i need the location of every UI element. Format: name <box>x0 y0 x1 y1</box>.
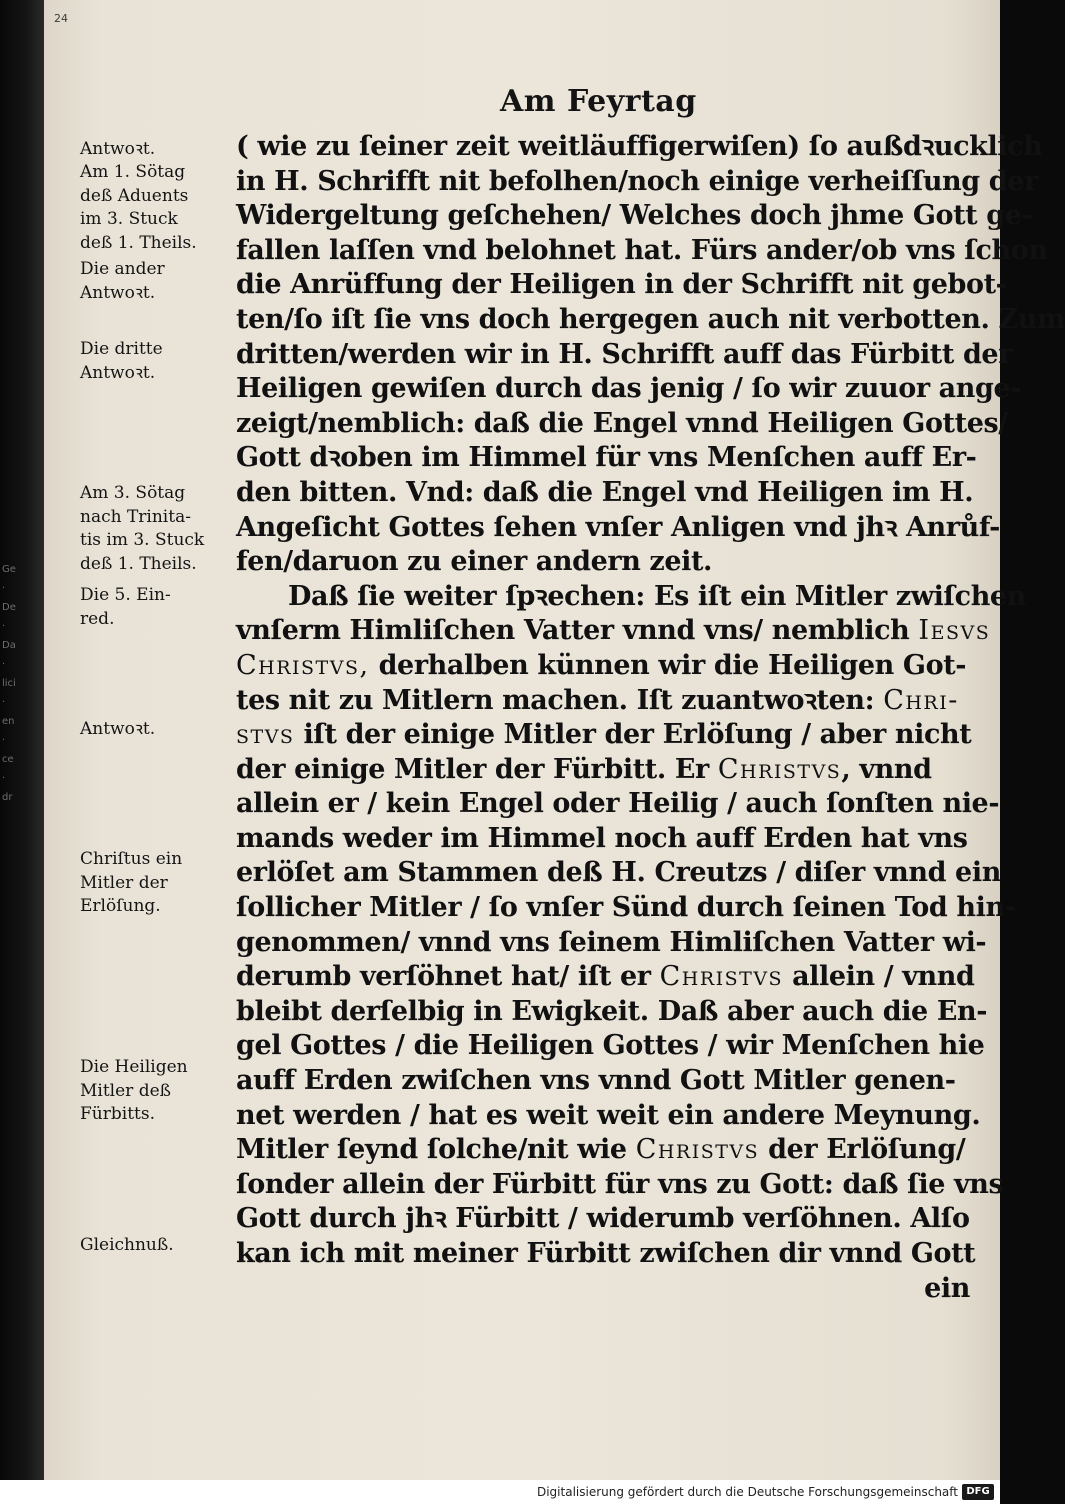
funding-credit: Digitalisierung gefördert durch die Deutsche Forschungsgemeinschaft <box>536 1485 958 1499</box>
text-line: die Anrüffung der Heiligen in der Schrifft nit gebot- <box>236 269 1007 301</box>
name-christus: Christvs, <box>236 649 370 681</box>
text-line <box>236 718 970 753</box>
margin-note-line: Die dritte <box>80 339 163 359</box>
margin-note-line: Gleichnuß. <box>80 1235 174 1255</box>
text-line: genommen/ vnnd vns ſeinem Himliſchen Vatter wi- <box>236 926 987 958</box>
text-segment: tes nit zu Mitlern machen. Iſt zuantwoꝛten: <box>236 684 875 716</box>
margin-note-line: deß Aduents <box>80 185 189 206</box>
text-line: ten/ſo iſt ſie vns doch hergegen auch nit verbotten. Zum <box>236 303 1065 335</box>
text-line <box>236 614 991 649</box>
digitization-footer <box>0 1480 1000 1504</box>
text-line: dritten/werden wir in H. Schrifft auff das Fürbitt der <box>236 338 1013 370</box>
name-christus: Christvs <box>717 753 842 785</box>
catchword: ein <box>924 1272 970 1304</box>
margin-note-christus-mitler <box>80 848 230 919</box>
text-line <box>236 684 970 719</box>
text-segment: der Erlöſung/ <box>768 1134 966 1166</box>
margin-note-line: Erlöſung. <box>80 896 161 917</box>
name-christus: Chri- <box>883 684 959 716</box>
text-line <box>236 649 970 684</box>
margin-note-line: Die Heiligen <box>80 1057 188 1077</box>
margin-note-line: deß 1. Theils. <box>80 232 197 253</box>
margin-note-line: Die 5. Ein- <box>80 585 171 605</box>
margin-note-dritte-antwort <box>80 338 230 385</box>
text-line: gel Gottes / die Heiligen Gottes / wir Menſchen hie <box>236 1030 985 1062</box>
text-line: mands weder im Himmel noch auff Erden hat vns <box>236 822 968 854</box>
margin-note-gleichnuss <box>80 1234 230 1258</box>
text-line: auff Erden zwiſchen vns vnnd Gott Mitler genen- <box>236 1065 956 1097</box>
main-text-block <box>236 130 1065 1306</box>
text-line <box>236 960 975 995</box>
margin-note-einred <box>80 584 230 631</box>
name-christus: stvs <box>236 719 295 751</box>
text-line: ſonder allein der Fürbitt für vns zu Gott: daß ſie vns <box>236 1168 1004 1200</box>
margin-note-line: Die ander <box>80 259 165 279</box>
running-head: Am Feyrtag <box>500 84 697 119</box>
text-line: Gott dꝛoben im Himmel für vns Menſchen auff Er- <box>236 442 977 474</box>
text-line: den bitten. Vnd: daß die Engel vnd Heiligen im H. <box>236 476 974 508</box>
text-line <box>236 1133 970 1168</box>
text-line: fen/daruon zu einer andern zeit. <box>236 546 713 578</box>
text-line: bleibt derſelbig in Ewigkeit. Daß aber auch die En- <box>236 995 988 1027</box>
text-line: Gott durch jhꝛ Fürbitt / widerumb verſöhnen. Alſo <box>236 1203 970 1235</box>
name-christus: Iesvs <box>918 615 991 647</box>
margin-note-line: im 3. Stuck <box>80 209 178 230</box>
text-segment: iſt der einige Mitler der Erlöſung / aber nicht <box>303 719 972 751</box>
margin-note-line: red. <box>80 608 115 629</box>
text-segment: derhalben künnen wir die Heiligen Got- <box>378 649 967 681</box>
margin-note-antwort-1 <box>80 138 230 162</box>
text-line: Heiligen gewiſen durch das jenig / ſo wir zuuor ange- <box>236 373 1022 405</box>
margin-note-ander-antwort <box>80 258 230 305</box>
text-segment: derumb verſöhnet hat/ iſt er <box>236 961 651 993</box>
margin-note-line: nach Trinita- <box>80 506 191 527</box>
text-line: net werden / hat es weit weit ein andere Meynung. <box>236 1099 981 1131</box>
page-corner-mark: 24 <box>54 12 68 25</box>
margin-note-line: Antwoꝛt. <box>80 719 156 739</box>
dfg-logo-icon: DFG <box>962 1484 994 1500</box>
text-line: zeigt/nemblich: daß die Engel vnnd Heiligen Gottes/ <box>236 407 1008 439</box>
text-line <box>236 753 970 788</box>
text-line: Daß ſie weiter ſpꝛechen: Es iſt ein Mitler zwiſchen <box>288 580 1026 612</box>
margin-note-line: Mitler deß <box>80 1080 172 1101</box>
text-segment: allein / vnnd <box>792 961 975 993</box>
margin-note-line: Fürbitts. <box>80 1104 155 1125</box>
margin-note-line: deß 1. Theils. <box>80 553 197 574</box>
margin-note-line: Mitler der <box>80 872 168 893</box>
margin-note-line: Am 1. Sötag <box>80 162 186 182</box>
text-line: Angeſicht Gottes ſehen vnſer Anligen vnd jhꝛ Anrůf- <box>236 511 1000 543</box>
text-line: ( wie zu ſeiner zeit weitläuffigerwiſen) ſo außdꝛucklich <box>236 131 1043 162</box>
text-segment: vnſerm Himliſchen Vatter vnnd vns/ nemblich <box>236 615 910 647</box>
margin-note-line: Am 3. Sötag <box>80 483 186 503</box>
name-christus: Christvs <box>659 961 784 993</box>
margin-note-trinitatis <box>80 482 230 576</box>
text-line: in H. Schrifft nit befolhen/noch einige verheiſſung der <box>236 165 1038 197</box>
margin-note-line: Antwoꝛt. <box>80 282 156 303</box>
text-segment: Mitler ſeynd ſolche/nit wie <box>236 1134 627 1166</box>
margin-note-line: Antwoꝛt. <box>80 362 156 383</box>
text-line: fallen laſſen vnd belohnet hat. Fürs ander/ob vns ſchon <box>236 234 1048 266</box>
name-christus: Christvs <box>635 1134 760 1166</box>
margin-note-aduent <box>80 161 230 255</box>
text-line: Widergeltung geſchehen/ Welches doch jhme Gott ge- <box>236 200 1033 232</box>
margin-note-heiligen-mitler <box>80 1056 230 1127</box>
margin-note-line: Chriſtus ein <box>80 849 183 869</box>
text-line: allein er / kein Engel oder Heilig / auch ſonſten nie- <box>236 788 1000 820</box>
margin-note-line: tis im 3. Stuck <box>80 530 205 551</box>
margin-note-line: Antwoꝛt. <box>80 139 156 159</box>
text-segment: der einige Mitler der Fürbitt. Er <box>236 753 709 785</box>
text-line: ſollicher Mitler / ſo vnſer Sünd durch ſeinen Tod hin- <box>236 892 1016 924</box>
text-segment: , vnnd <box>841 753 932 785</box>
adjacent-page-fragments: Ge · De · Da · lici · en · ce · dr <box>2 564 16 803</box>
text-line: kan ich mit meiner Fürbitt zwiſchen dir vnnd Gott <box>236 1238 976 1269</box>
text-line: erlöſet am Stammen deß H. Creutzs / diſer vnnd ein <box>236 857 1001 889</box>
margin-note-antwort-2 <box>80 718 230 742</box>
